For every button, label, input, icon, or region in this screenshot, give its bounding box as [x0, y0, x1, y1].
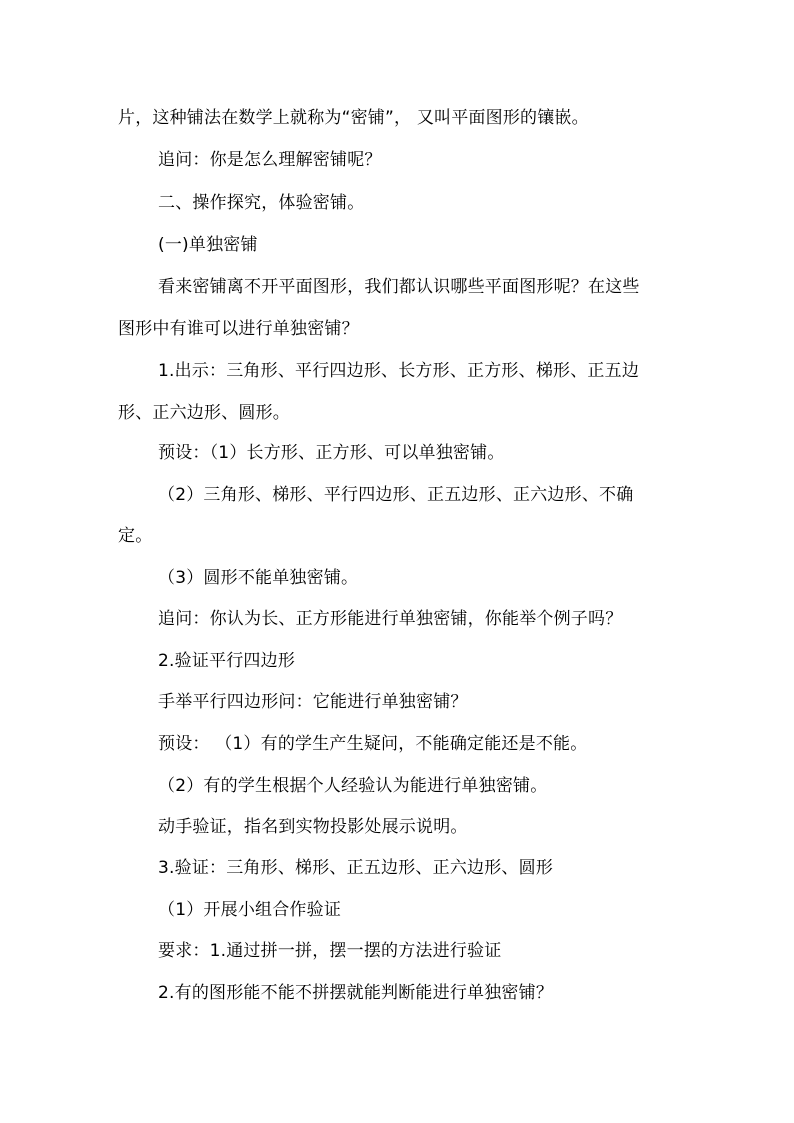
paragraph-line: 2.有的图形能不能不拼摆就能判断能进行单独密铺？ [158, 983, 554, 1003]
paragraph-line: 片，这种铺法在数学上就称为“密铺”， 又叫平面图形的镶嵌。 [118, 108, 589, 128]
paragraph-line: 3.验证：三角形、梯形、正五边形、正六边形、圆形 [158, 858, 554, 878]
paragraph-line: （1）开展小组合作验证 [158, 900, 342, 920]
paragraph-line: 动手验证，指名到实物投影处展示说明。 [158, 817, 468, 837]
paragraph-line: 追问：你认为长、正方形能进行单独密铺，你能举个例子吗？ [158, 609, 623, 629]
paragraph-line: 1.出示：三角形、平行四边形、长方形、正方形、梯形、正五边 [158, 361, 640, 381]
paragraph-line: （3）圆形不能单独密铺。 [158, 568, 359, 588]
paragraph-line: 图形中有谁可以进行单独密铺？ [118, 319, 359, 339]
paragraph-line: （2）有的学生根据个人经验认为能进行单独密铺。 [158, 776, 548, 796]
paragraph-line: 手举平行四边形问：它能进行单独密铺？ [158, 692, 468, 712]
subsection-heading: (一)单独密铺 [158, 235, 258, 255]
paragraph-line: 要求：1.通过拼一拼，摆一摆的方法进行验证 [158, 941, 502, 961]
paragraph-line: 2.验证平行四边形 [158, 651, 296, 671]
paragraph-line: 预设： （1）有的学生产生疑问，不能确定能还是不能。 [158, 734, 588, 754]
paragraph-line: 预设：（1）长方形、正方形、可以单独密铺。 [158, 443, 505, 463]
paragraph-line: 形、正六边形、圆形。 [118, 403, 290, 423]
paragraph-line: 看来密铺离不开平面图形，我们都认识哪些平面图形呢？在这些 [158, 277, 640, 297]
paragraph-line: （2）三角形、梯形、平行四边形、正五边形、正六边形、不确 [158, 485, 634, 505]
paragraph-line: 定。 [118, 526, 153, 546]
paragraph-line: 追问：你是怎么理解密铺呢？ [158, 150, 382, 170]
section-heading: 二、操作探究，体验密铺。 [158, 193, 365, 213]
